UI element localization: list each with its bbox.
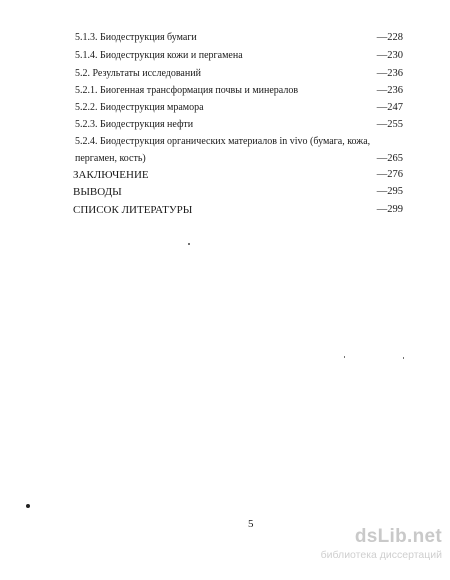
toc-entry-page: —236 [376, 68, 403, 79]
toc-entry-page: —295 [376, 186, 403, 197]
toc-entry-title: 5.1.3. Биодеструкция бумаги [75, 32, 197, 43]
toc-entry [0, 82, 450, 100]
watermark-caption: библиотека диссертаций [320, 549, 442, 561]
toc-entry-title-line2: пергамен, кость) [75, 153, 146, 164]
toc-entry-title: 5.1.4. Биодеструкция кожи и пергамена [75, 50, 243, 61]
toc-entry-page: —299 [376, 204, 403, 215]
toc-entry-title: 5.2.3. Биодеструкция нефти [75, 119, 194, 130]
toc-entry-title: ЗАКЛЮЧЕНИЕ [73, 169, 149, 181]
toc-entry-title: 5.2. Результаты исследований [75, 68, 201, 79]
watermark-logo: dsLib.net [354, 526, 442, 547]
toc-entry [0, 116, 450, 134]
toc-entry-page: —265 [376, 153, 403, 164]
toc-entry [0, 201, 450, 219]
toc-entry-title: 5.2.2. Биодеструкция мрамора [75, 102, 204, 113]
toc-entry-page: —236 [376, 85, 403, 96]
toc-entry [0, 183, 450, 201]
scan-speck [188, 243, 190, 245]
scan-speck [26, 504, 30, 508]
toc-entry [0, 99, 450, 117]
toc-entry-page: —276 [376, 169, 403, 180]
page-number: 5 [248, 518, 254, 530]
toc-entry [0, 65, 450, 83]
toc-entry-page: —255 [376, 119, 403, 130]
watermark [322, 526, 442, 566]
scan-speck [344, 356, 345, 358]
toc-entry-title: 5.2.4. Биодеструкция органических материалов in vivo (бумага, кожа, [75, 136, 371, 147]
toc-entry [0, 166, 450, 184]
toc-entry [0, 133, 450, 151]
toc-entry-title: СПИСОК ЛИТЕРАТУРЫ [73, 204, 193, 216]
toc-entry-page: —228 [376, 32, 403, 43]
toc-entry-page: —230 [376, 50, 403, 61]
toc-entry [0, 29, 450, 47]
toc-entry-page: —247 [376, 102, 403, 113]
scan-speck [403, 357, 404, 359]
toc-entry-title: ВЫВОДЫ [73, 186, 122, 198]
toc-entry [0, 47, 450, 65]
toc-entry-title: 5.2.1. Биогенная трансформация почвы и минералов [75, 85, 299, 96]
